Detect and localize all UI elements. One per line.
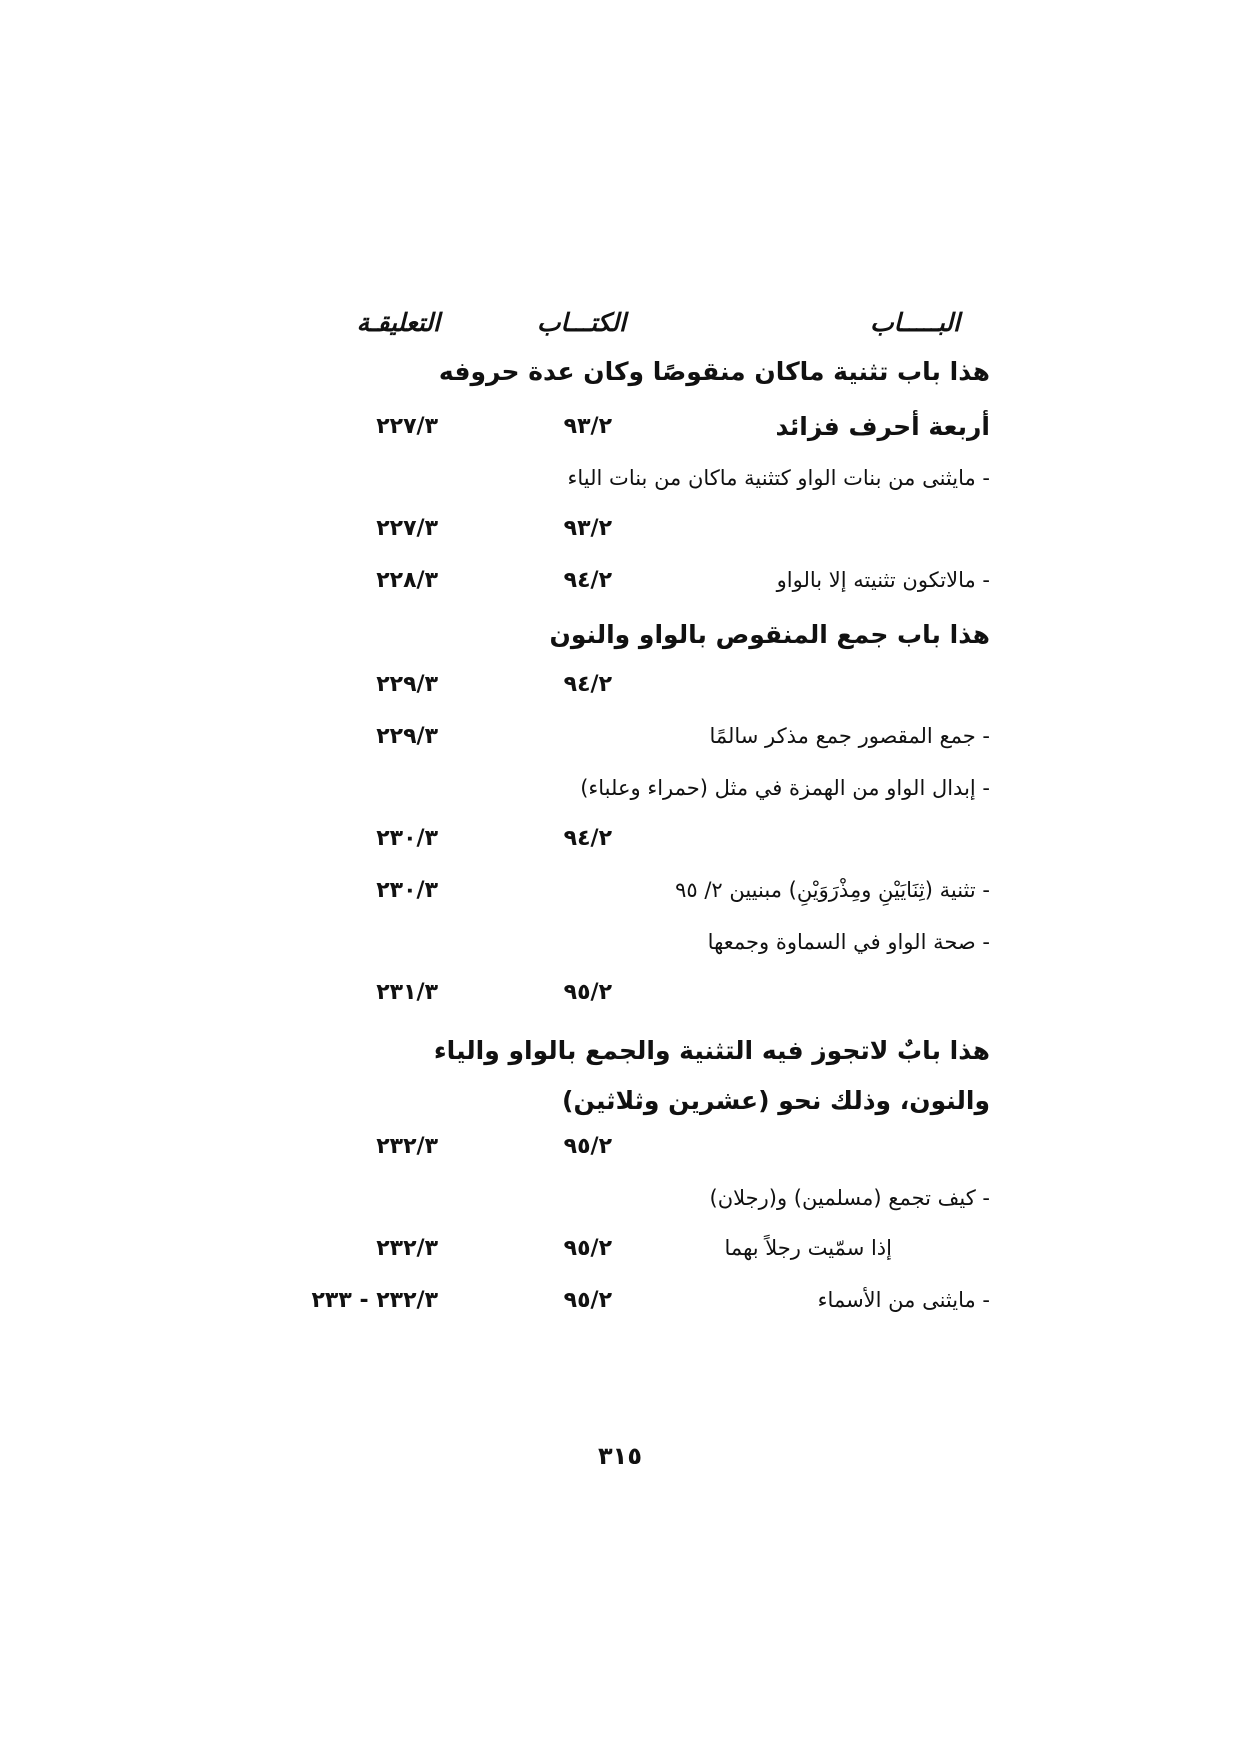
- entry-text: - كيف تجمع (مسلمين) و(رجلان): [709, 1186, 990, 1210]
- taliqa-ref: ٢٣٢/٣: [376, 1134, 438, 1159]
- section-heading: هذا بابٌ لاتجوز فيه التثنية والجمع بالواو والياء: [433, 1036, 990, 1065]
- kitab-ref: ٩٤/٢: [563, 568, 612, 593]
- taliqa-ref: ٢٣٠/٣: [376, 878, 438, 903]
- entry-text: أربعة أحرف فزائد: [775, 412, 990, 441]
- entry-text: - مايثنى من بنات الواو كتثنية ماكان من بنات الياء: [567, 466, 990, 490]
- entry-text: - إبدال الواو من الهمزة في مثل (حمراء وعلباء): [580, 776, 990, 800]
- entry-text: - صحة الواو في السماوة وجمعها: [707, 930, 990, 954]
- header-bab: البـــــاب: [870, 308, 960, 337]
- page-number: ٣١٥: [598, 1442, 642, 1470]
- entry-text: - جمع المقصور جمع مذكر سالمًا: [709, 724, 990, 748]
- header-taliqa: التعليقـة: [356, 308, 440, 337]
- entry-text: - مايثنى من الأسماء: [817, 1288, 990, 1312]
- section-heading-continued: والنون، وذلك نحو (عشرين وثلاثين): [562, 1086, 990, 1115]
- kitab-ref: ٩٤/٢: [563, 826, 612, 851]
- kitab-ref: ٩٥/٢: [563, 1288, 612, 1313]
- kitab-ref: ٩٤/٢: [563, 672, 612, 697]
- kitab-ref: ٩٣/٢: [563, 414, 612, 439]
- section-heading: هذا باب جمع المنقوص بالواو والنون: [549, 620, 990, 649]
- header-kitab: الكتـــاب: [536, 308, 626, 337]
- entry-text: - مالاتكون تثنيته إلا بالواو: [776, 568, 990, 592]
- taliqa-ref: ٢٣٢/٣ - ٢٣٣: [311, 1288, 438, 1313]
- taliqa-ref: ٢٢٩/٣: [376, 672, 438, 697]
- kitab-ref: ٩٥/٢: [563, 1236, 612, 1261]
- kitab-ref: ٩٥/٢: [563, 1134, 612, 1159]
- kitab-ref: ٩٥/٢: [563, 980, 612, 1005]
- entry-text: - تثنية (ثِنَايَيْنِ ومِذْرَوَيْنِ) مبنيين ٢/ ٩٥: [675, 878, 990, 902]
- taliqa-ref: ٢٢٧/٣: [376, 414, 438, 439]
- taliqa-ref: ٢٢٨/٣: [376, 568, 438, 593]
- taliqa-ref: ٢٢٩/٣: [376, 724, 438, 749]
- taliqa-ref: ٢٣١/٣: [376, 980, 438, 1005]
- entry-text-continued: إذا سمّيت رجلاً بهما: [724, 1236, 892, 1260]
- taliqa-ref: ٢٣٢/٣: [376, 1236, 438, 1261]
- kitab-ref: ٩٣/٢: [563, 516, 612, 541]
- section-heading: هذا باب تثنية ماكان منقوصًا وكان عدة حروفه: [438, 357, 990, 386]
- taliqa-ref: ٢٣٠/٣: [376, 826, 438, 851]
- taliqa-ref: ٢٢٧/٣: [376, 516, 438, 541]
